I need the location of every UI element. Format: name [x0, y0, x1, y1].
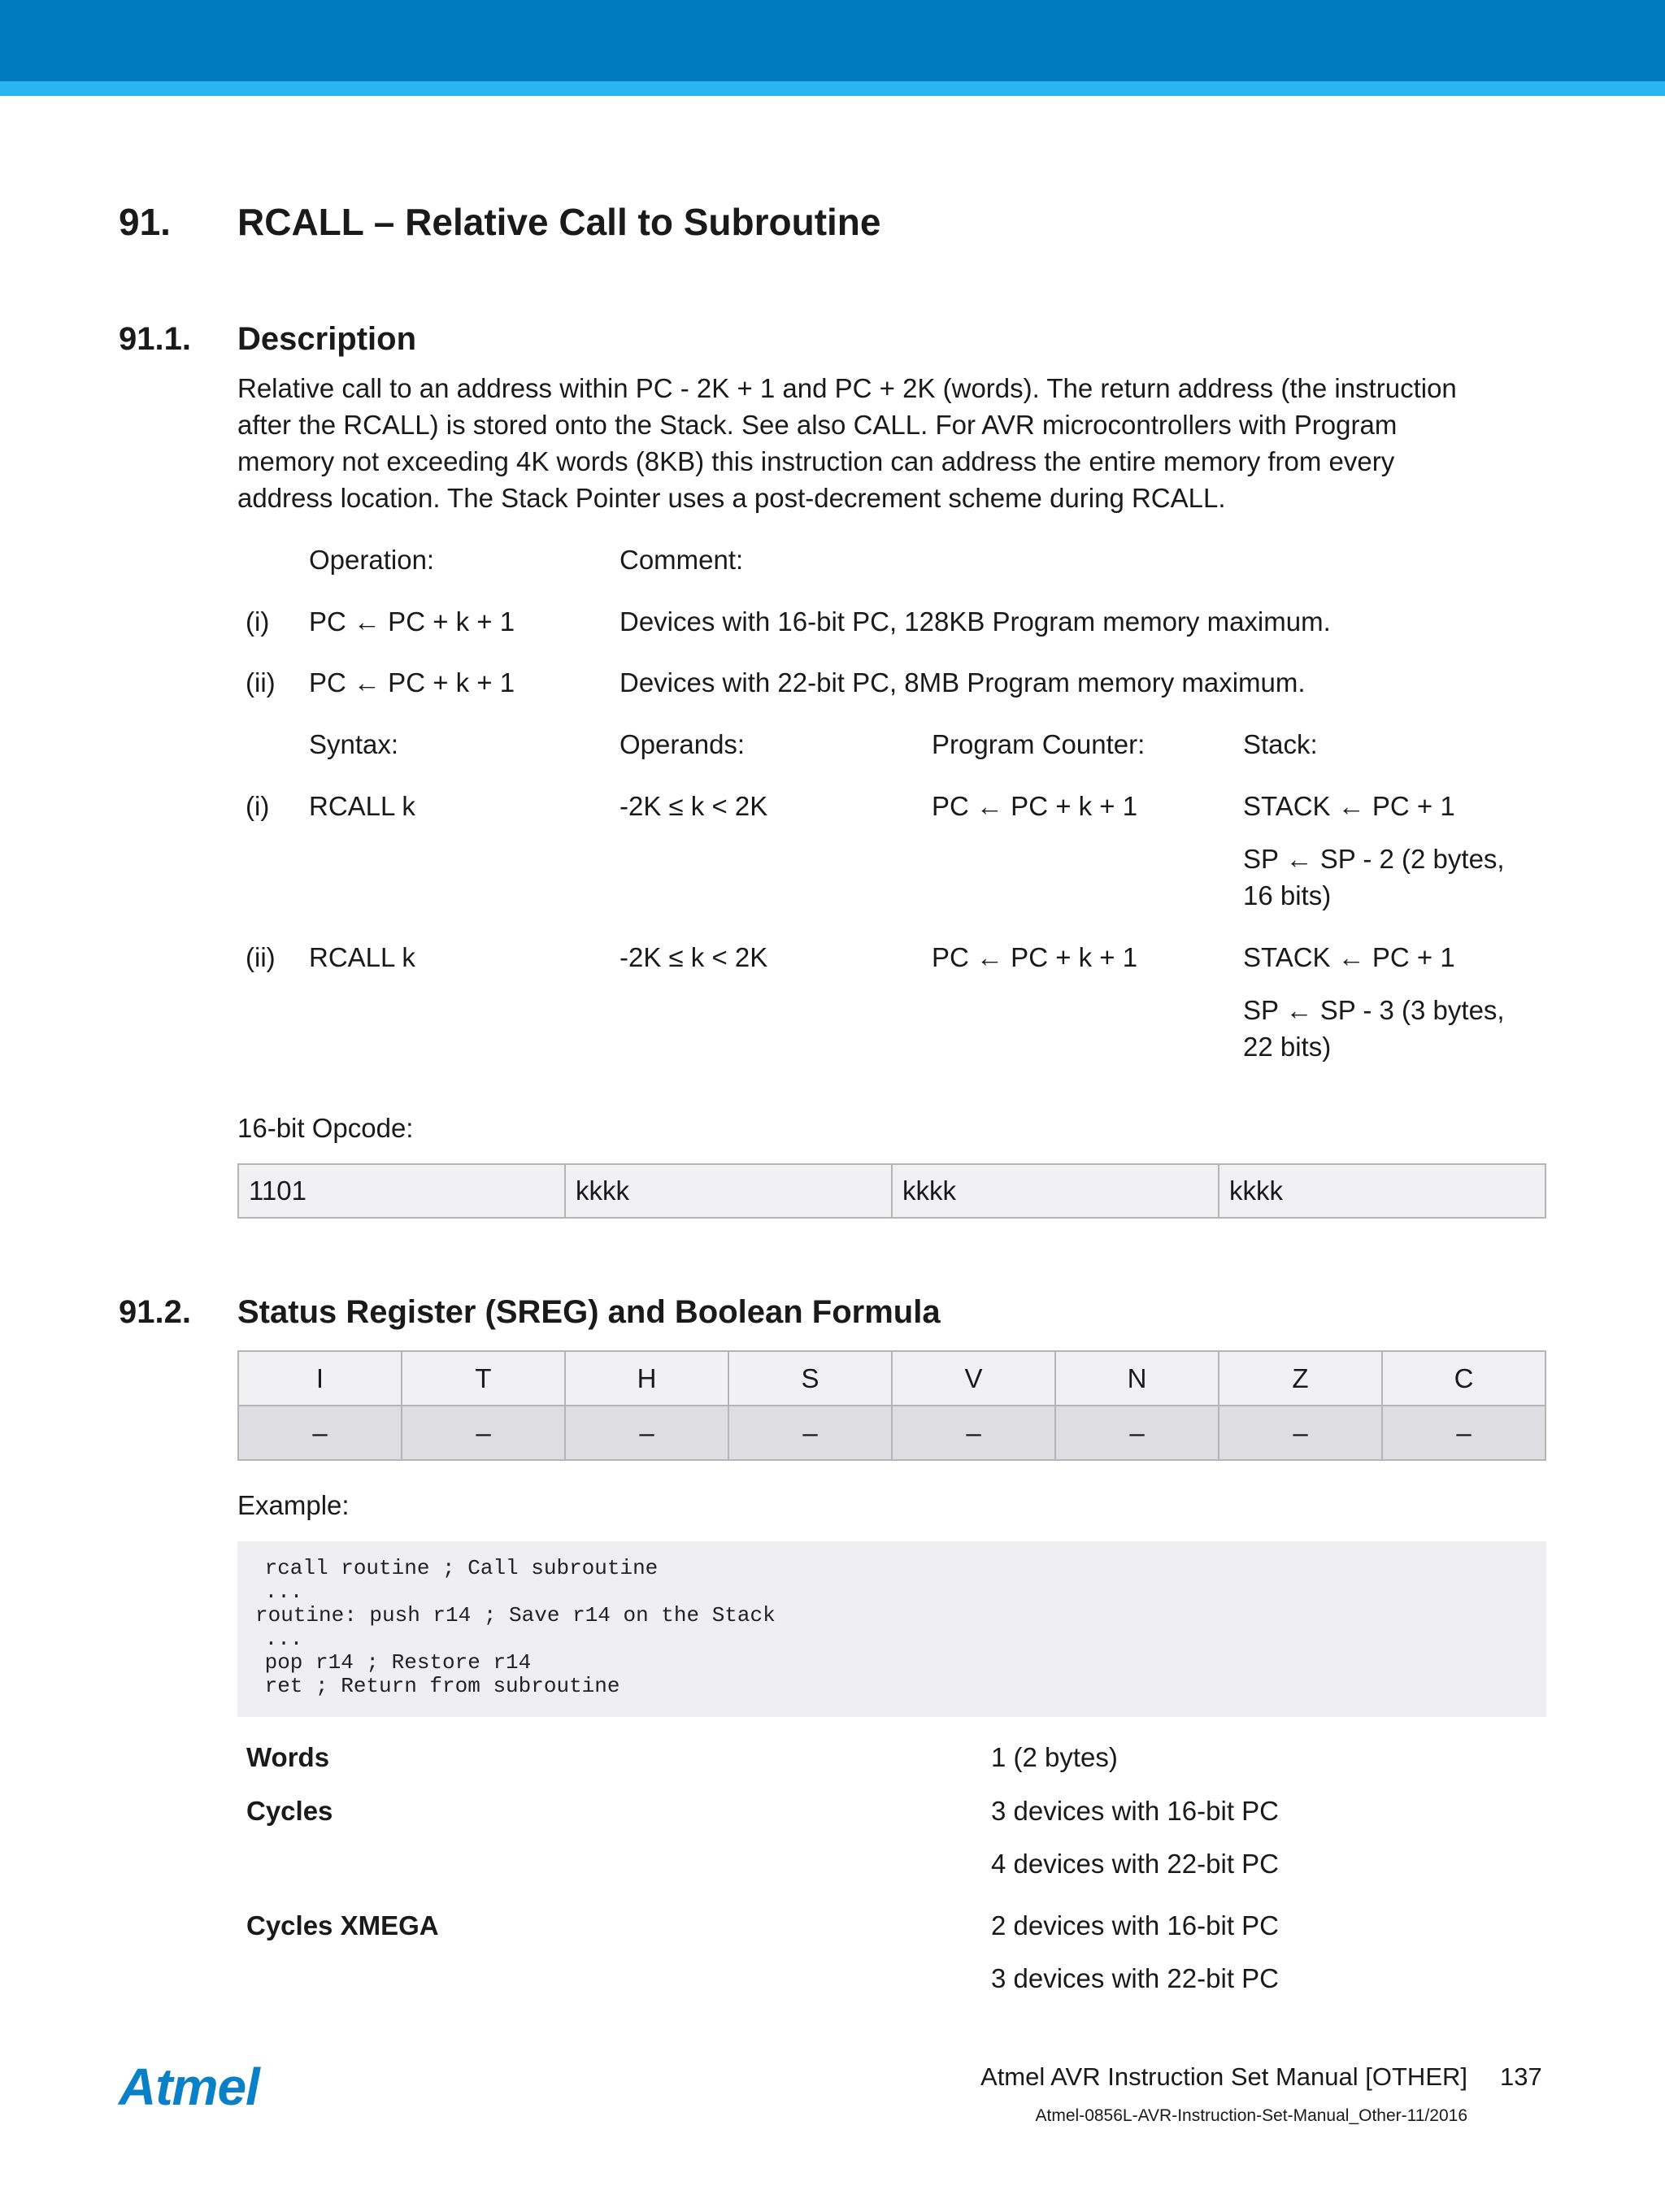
sreg-value: –: [1055, 1406, 1219, 1460]
operation-header: Operation:: [309, 545, 435, 575]
code-line: rcall routine ; Call subroutine: [252, 1556, 659, 1580]
opcode-cell: 1101: [238, 1164, 565, 1218]
sreg-flag: Z: [1219, 1351, 1382, 1406]
syntax-operands: -2K ≤ k < 2K: [619, 942, 768, 972]
sreg-value: –: [1219, 1406, 1382, 1460]
sreg-value: –: [1382, 1406, 1545, 1460]
description-paragraph: [237, 370, 1554, 516]
header-bar: [0, 0, 1665, 81]
sreg-flag: C: [1382, 1351, 1545, 1406]
syntax-program-counter: PC ← PC + k + 1: [932, 791, 1138, 821]
code-line: routine: push r14 ; Save r14 on the Stack: [255, 1603, 776, 1627]
syntax-stack: STACK ← PC + 1: [1243, 791, 1455, 821]
sreg-value: –: [402, 1406, 565, 1460]
code-line: pop r14 ; Restore r14: [252, 1650, 532, 1675]
description-line: Relative call to an address within PC - 2K + 1 and PC + 2K (words). The return address (the instruction: [237, 373, 1457, 403]
operation-index: (ii): [246, 667, 276, 697]
sreg-flag: V: [892, 1351, 1055, 1406]
atmel-logo: Atmel: [119, 2058, 259, 2116]
opcode-table: [237, 1163, 1546, 1219]
sreg-flag: N: [1055, 1351, 1219, 1406]
syntax-stack: 22 bits): [1243, 1032, 1332, 1062]
sreg-table: [237, 1350, 1546, 1461]
section-title: RCALL – Relative Call to Subroutine: [237, 201, 881, 243]
footer-doc-id: Atmel-0856L-AVR-Instruction-Set-Manual_Other-11/2016: [1035, 2106, 1467, 2125]
opcode-cell: kkkk: [892, 1164, 1219, 1218]
operation-index: (i): [246, 606, 270, 637]
section-number: 91.: [119, 201, 171, 243]
syntax-index: (ii): [246, 942, 276, 972]
syntax-text: RCALL k: [309, 791, 415, 821]
opcode-cell: kkkk: [1219, 1164, 1545, 1218]
subsection-number-description: 91.1.: [119, 321, 191, 357]
syntax-text: RCALL k: [309, 942, 415, 972]
program-counter-header: Program Counter:: [932, 729, 1146, 759]
sreg-flag: I: [238, 1351, 402, 1406]
words-label: Words: [246, 1742, 330, 1772]
description-line: after the RCALL) is stored onto the Stack. See also CALL. For AVR microcontrollers with Program: [237, 410, 1398, 440]
opcode-cell: kkkk: [565, 1164, 892, 1218]
cycles-value: 3 devices with 16-bit PC: [991, 1796, 1279, 1826]
sreg-value: –: [565, 1406, 728, 1460]
comment-header: Comment:: [619, 545, 744, 575]
syntax-stack: STACK ← PC + 1: [1243, 942, 1455, 972]
code-line: ...: [252, 1580, 303, 1604]
cycles-xmega-value: 3 devices with 22-bit PC: [991, 1963, 1279, 1993]
sreg-value: –: [892, 1406, 1055, 1460]
cycles-value: 4 devices with 22-bit PC: [991, 1849, 1279, 1879]
subsection-number-sreg: 91.2.: [119, 1294, 191, 1330]
example-label: Example:: [237, 1490, 350, 1520]
syntax-index: (i): [246, 791, 270, 821]
operation-formula: PC ← PC + k + 1: [309, 606, 515, 637]
syntax-stack: SP ← SP - 2 (2 bytes,: [1243, 844, 1505, 874]
footer-page-number: 137: [1500, 2062, 1542, 2091]
description-line: memory not exceeding 4K words (8KB) this instruction can address the entire memory from every: [237, 446, 1395, 476]
code-line: ret ; Return from subroutine: [252, 1674, 620, 1698]
syntax-program-counter: PC ← PC + k + 1: [932, 942, 1138, 972]
words-value: 1 (2 bytes): [991, 1742, 1118, 1772]
subsection-title-sreg: Status Register (SREG) and Boolean Formula: [237, 1294, 941, 1330]
code-block: [237, 1541, 1546, 1717]
operation-comment: Devices with 16-bit PC, 128KB Program memory maximum.: [619, 606, 1331, 637]
syntax-stack: 16 bits): [1243, 880, 1332, 910]
syntax-operands: -2K ≤ k < 2K: [619, 791, 768, 821]
opcode-label: 16-bit Opcode:: [237, 1113, 414, 1143]
cycles-xmega-value: 2 devices with 16-bit PC: [991, 1910, 1279, 1940]
header-stripe: [0, 81, 1665, 96]
code-line: ...: [252, 1627, 303, 1651]
footer-manual-title: Atmel AVR Instruction Set Manual [OTHER]: [980, 2062, 1467, 2091]
operands-header: Operands:: [619, 729, 746, 759]
sreg-flag: S: [728, 1351, 892, 1406]
syntax-stack: SP ← SP - 3 (3 bytes,: [1243, 995, 1505, 1025]
operation-formula: PC ← PC + k + 1: [309, 667, 515, 697]
sreg-value: –: [238, 1406, 402, 1460]
operation-comment: Devices with 22-bit PC, 8MB Program memory maximum.: [619, 667, 1306, 697]
description-line: address location. The Stack Pointer uses a post-decrement scheme during RCALL.: [237, 483, 1226, 513]
cycles-label: Cycles: [246, 1796, 333, 1826]
stack-header: Stack:: [1243, 729, 1318, 759]
subsection-title-description: Description: [237, 321, 417, 357]
sreg-value: –: [728, 1406, 892, 1460]
sreg-flag: H: [565, 1351, 728, 1406]
sreg-flag: T: [402, 1351, 565, 1406]
syntax-header: Syntax:: [309, 729, 399, 759]
cycles-xmega-label: Cycles XMEGA: [246, 1910, 439, 1940]
